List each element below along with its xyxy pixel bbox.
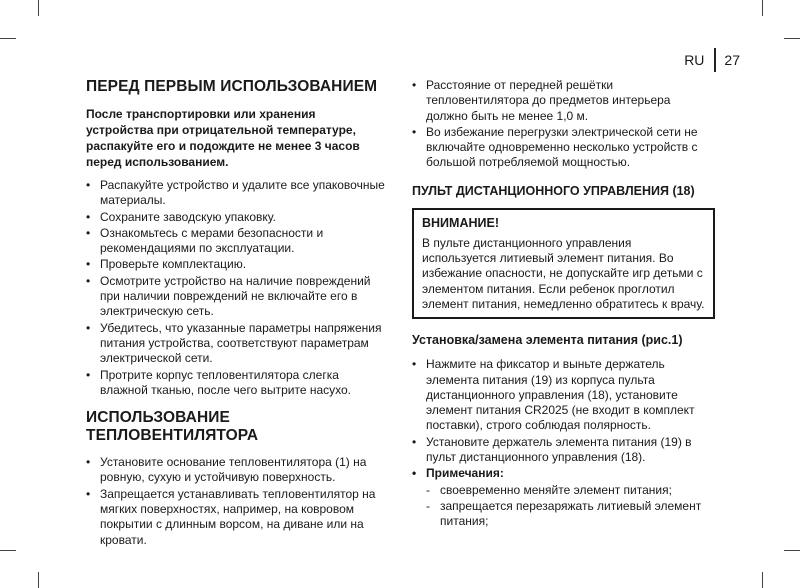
list-item: • Нажмите на фиксатор и выньте держатель элемента питания (19) из корпуса пульта дистанционного управления (18), установите элемент питания CR2025 (не входит в комплект поставки), строго соблюдая полярность. — [412, 357, 715, 433]
language-code: RU — [684, 52, 705, 68]
crop-mark-right-bottom — [784, 550, 800, 551]
list-item: • Ознакомьтесь с мерами безопасности и рекомендациями по эксплуатации. — [86, 226, 386, 257]
crop-mark-bottom-right — [762, 572, 763, 588]
left-column — [86, 78, 386, 549]
crop-mark-left-top — [0, 38, 16, 39]
list-item: • Убедитесь, что указанные параметры напряжения питания устройства, соответствуют параметрам электрической сети. — [86, 321, 386, 367]
list-item: • Распакуйте устройство и удалите все упаковочные материалы. — [86, 178, 386, 209]
crop-mark-bottom-left — [38, 572, 39, 588]
list-item: • Осмотрите устройство на наличие повреждений при наличии повреждений не включайте его в электрическую сеть. — [86, 274, 386, 320]
usage-list — [86, 455, 386, 548]
note-item: - своевременно меняйте элемент питания; — [412, 483, 715, 498]
list-item: • Во избежание перегрузки электрической сети не включайте одновременно несколько устройств с большой потребляемой мощностью. — [412, 125, 715, 171]
crop-mark-top-right — [762, 0, 763, 16]
crop-mark-right-top — [784, 38, 800, 39]
battery-list — [412, 357, 715, 529]
note-item: - запрещается перезаряжать литиевый элемент питания; — [412, 499, 715, 530]
section-title-remote: ПУЛЬТ ДИСТАНЦИОННОГО УПРАВЛЕНИЯ (18) — [412, 183, 695, 198]
page-header — [684, 48, 740, 72]
notes-label: • Примечания: — [412, 466, 715, 481]
warning-box — [412, 208, 715, 319]
page-number: 27 — [724, 52, 740, 68]
crop-mark-top-left — [38, 0, 39, 16]
section-title-before-first-use: ПЕРЕД ПЕРВЫМ ИСПОЛЬЗОВАНИЕМ — [86, 78, 378, 95]
list-item: • Расстояние от передней решётки тепловентилятора до предметов интерьера должно быть не менее 1,0 м. — [412, 78, 715, 124]
battery-subtitle: Установка/замена элемента питания (рис.1) — [412, 333, 683, 348]
list-item: • Проверьте комплектацию. — [86, 257, 386, 272]
right-column — [412, 78, 715, 531]
list-item: • Сохраните заводскую упаковку. — [86, 210, 386, 225]
warning-text: В пульте дистанционного управления используется литиевый элемент питания. Во избежание опасности, не допускайте игр детьми с элементом питания. Если ребенок проглотил элемент питания, немедленно обратитесь к врачу. — [422, 235, 705, 311]
list-item: • Установите основание тепловентилятора (1) на ровную, сухую и устойчивую поверхность. — [86, 455, 386, 486]
section-intro: После транспортировки или хранения устройства при отрицательной температуре, распакуйте его и подождите не менее 3 часов перед использованием. — [86, 107, 360, 169]
before-use-list — [86, 178, 386, 398]
list-item: • Протрите корпус тепловентилятора слегка влажной тканью, после чего вытрите насухо. — [86, 368, 386, 399]
header-divider — [714, 48, 716, 72]
list-item: • Запрещается устанавливать тепловентилятор на мягких поверхностях, например, на ковровом покрытии с длинным ворсом, на диване или на кровати. — [86, 487, 386, 548]
warning-title: ВНИМАНИЕ! — [422, 215, 499, 230]
crop-mark-left-bottom — [0, 550, 16, 551]
list-item: • Установите держатель элемента питания (19) в пульт дистанционного управления (18). — [412, 435, 715, 466]
placement-list — [412, 78, 715, 171]
section-title-usage: ИСПОЛЬЗОВАНИЕ ТЕПЛОВЕНТИЛЯТОРА — [86, 409, 259, 445]
